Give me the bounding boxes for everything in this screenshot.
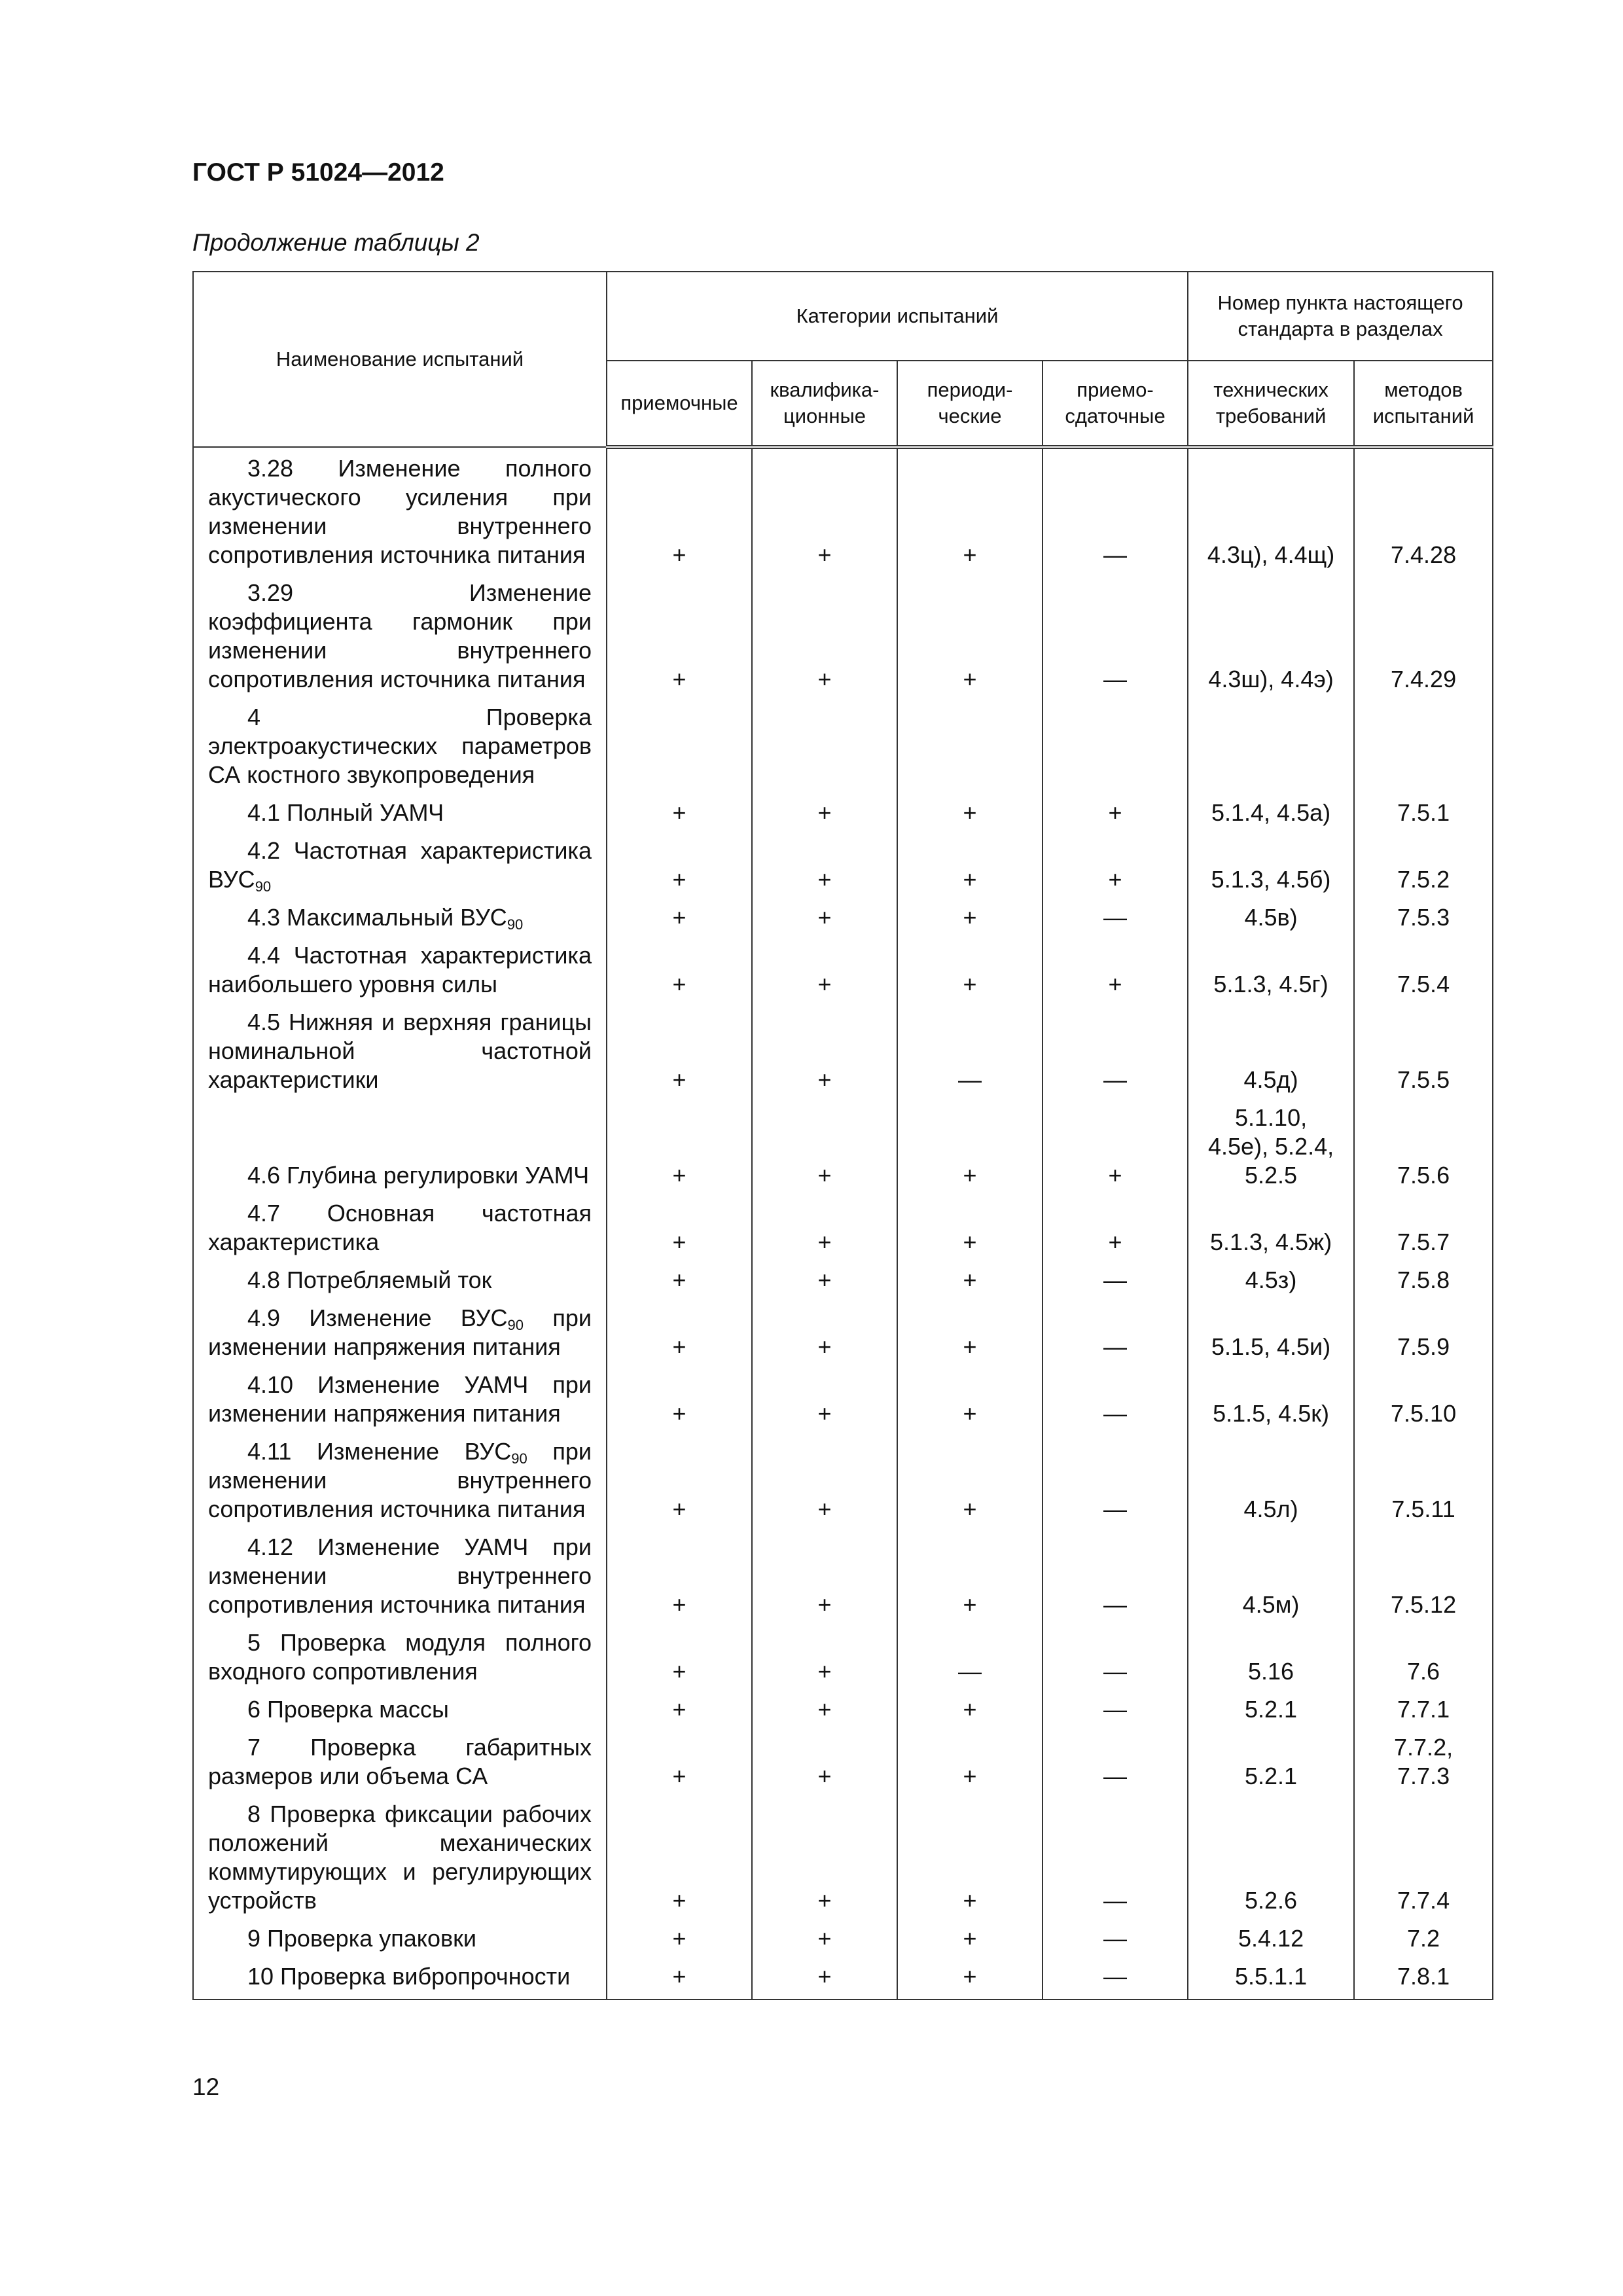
header-test-methods: методов испытаний bbox=[1354, 361, 1493, 447]
test-name: 10 Проверка вибропрочности bbox=[247, 1963, 571, 1990]
delivery-cell: + bbox=[1043, 1097, 1188, 1193]
acceptance-cell: + bbox=[607, 1793, 752, 1918]
qualification-cell bbox=[752, 696, 897, 792]
delivery-cell: — bbox=[1043, 1001, 1188, 1097]
qualification-cell: + bbox=[752, 1297, 897, 1364]
subscript: 90 bbox=[511, 1450, 527, 1467]
delivery-cell bbox=[1043, 696, 1188, 792]
delivery-cell: — bbox=[1043, 1622, 1188, 1689]
test-name: 4.8 Потребляемый ток bbox=[247, 1266, 492, 1293]
qualification-cell: + bbox=[752, 1364, 897, 1431]
periodic-cell bbox=[897, 696, 1043, 792]
table-row bbox=[193, 447, 1493, 572]
acceptance-cell: + bbox=[607, 1956, 752, 2000]
test-name-cell bbox=[193, 1622, 607, 1689]
qualification-cell: + bbox=[752, 1431, 897, 1526]
tech-requirement-cell: 4.5д) bbox=[1188, 1001, 1354, 1097]
qualification-cell: + bbox=[752, 830, 897, 897]
table-row bbox=[193, 1097, 1493, 1193]
delivery-cell: — bbox=[1043, 447, 1188, 572]
table-row bbox=[193, 935, 1493, 1001]
periodic-cell: + bbox=[897, 572, 1043, 696]
acceptance-cell: + bbox=[607, 1526, 752, 1622]
header-qualification: квалифика-ционные bbox=[752, 361, 897, 447]
periodic-cell: + bbox=[897, 1297, 1043, 1364]
test-name: 4.2 Частотная характеристика ВУС bbox=[208, 837, 592, 893]
header-delivery: приемо-сдаточные bbox=[1043, 361, 1188, 447]
table-row bbox=[193, 1727, 1493, 1793]
table-row bbox=[193, 1193, 1493, 1259]
periodic-cell: + bbox=[897, 1259, 1043, 1297]
test-name-cell bbox=[193, 1259, 607, 1297]
test-name-cell bbox=[193, 447, 607, 572]
periodic-cell: + bbox=[897, 935, 1043, 1001]
acceptance-cell: + bbox=[607, 830, 752, 897]
acceptance-cell: + bbox=[607, 935, 752, 1001]
test-method-cell: 7.5.3 bbox=[1354, 897, 1493, 935]
subscript: 90 bbox=[507, 916, 524, 933]
qualification-cell: + bbox=[752, 1689, 897, 1727]
delivery-cell: — bbox=[1043, 1918, 1188, 1956]
page-number: 12 bbox=[192, 2073, 220, 2100]
table-row bbox=[193, 1526, 1493, 1622]
test-name-tail: при изменении внутреннего сопротивления источника питания bbox=[208, 1438, 592, 1522]
acceptance-cell: + bbox=[607, 897, 752, 935]
test-method-cell: 7.5.5 bbox=[1354, 1001, 1493, 1097]
periodic-cell: + bbox=[897, 1526, 1043, 1622]
acceptance-cell: + bbox=[607, 1918, 752, 1956]
test-method-cell: 7.4.28 bbox=[1354, 447, 1493, 572]
delivery-cell: — bbox=[1043, 1526, 1188, 1622]
table-row bbox=[193, 1956, 1493, 2000]
tests-table bbox=[192, 271, 1493, 2000]
test-method-cell: 7.6 bbox=[1354, 1622, 1493, 1689]
table-row bbox=[193, 696, 1493, 792]
periodic-cell: + bbox=[897, 1364, 1043, 1431]
tech-requirement-cell: 4.5м) bbox=[1188, 1526, 1354, 1622]
delivery-cell: — bbox=[1043, 1956, 1188, 2000]
tech-requirement-cell: 5.1.4, 4.5а) bbox=[1188, 792, 1354, 830]
test-method-cell bbox=[1354, 696, 1493, 792]
test-method-cell: 7.5.2 bbox=[1354, 830, 1493, 897]
acceptance-cell: + bbox=[607, 1193, 752, 1259]
table-row bbox=[193, 1001, 1493, 1097]
test-method-cell: 7.5.12 bbox=[1354, 1526, 1493, 1622]
test-method-cell: 7.5.6 bbox=[1354, 1097, 1493, 1193]
delivery-cell: — bbox=[1043, 897, 1188, 935]
acceptance-cell: + bbox=[607, 1622, 752, 1689]
delivery-cell: + bbox=[1043, 830, 1188, 897]
periodic-cell: + bbox=[897, 447, 1043, 572]
periodic-cell: + bbox=[897, 1727, 1043, 1793]
qualification-cell: + bbox=[752, 1097, 897, 1193]
acceptance-cell: + bbox=[607, 1097, 752, 1193]
table-row bbox=[193, 572, 1493, 696]
document-title: ГОСТ Р 51024—2012 bbox=[192, 158, 444, 187]
qualification-cell: + bbox=[752, 1793, 897, 1918]
table-caption: Продолжение таблицы 2 bbox=[192, 229, 480, 256]
test-name-cell bbox=[193, 897, 607, 935]
tech-requirement-cell: 5.2.1 bbox=[1188, 1689, 1354, 1727]
test-name: 4.10 Изменение УАМЧ при изменении напряжения питания bbox=[208, 1371, 592, 1427]
delivery-cell: — bbox=[1043, 1431, 1188, 1526]
tech-requirement-cell: 4.5л) bbox=[1188, 1431, 1354, 1526]
test-method-cell: 7.5.1 bbox=[1354, 792, 1493, 830]
test-name: 4.11 Изменение ВУС bbox=[247, 1438, 512, 1465]
header-periodic: периоди-ческие bbox=[897, 361, 1043, 447]
qualification-cell: + bbox=[752, 1622, 897, 1689]
tech-requirement-cell: 5.16 bbox=[1188, 1622, 1354, 1689]
qualification-cell: + bbox=[752, 1001, 897, 1097]
test-name-cell bbox=[193, 1297, 607, 1364]
periodic-cell: — bbox=[897, 1622, 1043, 1689]
table-row bbox=[193, 1431, 1493, 1526]
table-row bbox=[193, 1689, 1493, 1727]
test-name-cell bbox=[193, 1097, 607, 1193]
qualification-cell: + bbox=[752, 1918, 897, 1956]
acceptance-cell bbox=[607, 696, 752, 792]
test-method-cell: 7.5.4 bbox=[1354, 935, 1493, 1001]
table-row bbox=[193, 897, 1493, 935]
test-name-cell bbox=[193, 792, 607, 830]
test-name-cell bbox=[193, 935, 607, 1001]
test-name: 4.12 Изменение УАМЧ при изменении внутреннего сопротивления источника питания bbox=[208, 1534, 592, 1618]
tech-requirement-cell: 5.2.1 bbox=[1188, 1727, 1354, 1793]
test-name: 3.29 Изменение коэффициента гармоник при изменении внутреннего сопротивления источника питания bbox=[208, 579, 592, 692]
tech-requirement-cell: 5.2.6 bbox=[1188, 1793, 1354, 1918]
delivery-cell: — bbox=[1043, 1689, 1188, 1727]
tech-requirement-cell: 4.3ш), 4.4э) bbox=[1188, 572, 1354, 696]
test-name-cell bbox=[193, 572, 607, 696]
delivery-cell: + bbox=[1043, 1193, 1188, 1259]
delivery-cell: — bbox=[1043, 1364, 1188, 1431]
test-name-cell bbox=[193, 1431, 607, 1526]
periodic-cell: + bbox=[897, 1431, 1043, 1526]
test-name-cell bbox=[193, 1193, 607, 1259]
test-name-cell bbox=[193, 1364, 607, 1431]
test-method-cell: 7.2 bbox=[1354, 1918, 1493, 1956]
test-name-cell bbox=[193, 1793, 607, 1918]
qualification-cell: + bbox=[752, 572, 897, 696]
table-row bbox=[193, 1364, 1493, 1431]
test-method-cell: 7.5.10 bbox=[1354, 1364, 1493, 1431]
delivery-cell: + bbox=[1043, 935, 1188, 1001]
header-test-categories: Категории испытаний bbox=[607, 272, 1188, 361]
subscript: 90 bbox=[255, 878, 272, 895]
test-name-tail: при изменении напряжения питания bbox=[208, 1304, 592, 1360]
test-name: 4.4 Частотная характеристика наибольшего уровня силы bbox=[208, 942, 592, 997]
periodic-cell: + bbox=[897, 1918, 1043, 1956]
qualification-cell: + bbox=[752, 1956, 897, 2000]
tech-requirement-cell: 5.1.3, 4.5б) bbox=[1188, 830, 1354, 897]
header-clause-number: Номер пункта настоящего стандарта в разделах bbox=[1188, 272, 1493, 361]
table-body bbox=[193, 447, 1493, 2000]
test-name-cell bbox=[193, 1918, 607, 1956]
acceptance-cell: + bbox=[607, 447, 752, 572]
test-method-cell: 7.5.8 bbox=[1354, 1259, 1493, 1297]
test-name: 4 Проверка электроакустических параметров СА костного звукопроведения bbox=[208, 704, 592, 788]
test-method-cell: 7.5.9 bbox=[1354, 1297, 1493, 1364]
acceptance-cell: + bbox=[607, 1259, 752, 1297]
test-method-cell: 7.8.1 bbox=[1354, 1956, 1493, 2000]
acceptance-cell: + bbox=[607, 792, 752, 830]
delivery-cell: — bbox=[1043, 572, 1188, 696]
test-name-cell bbox=[193, 1526, 607, 1622]
tech-requirement-cell: 5.1.5, 4.5и) bbox=[1188, 1297, 1354, 1364]
qualification-cell: + bbox=[752, 897, 897, 935]
delivery-cell: — bbox=[1043, 1259, 1188, 1297]
periodic-cell: + bbox=[897, 897, 1043, 935]
test-name-cell bbox=[193, 1689, 607, 1727]
test-name-cell bbox=[193, 696, 607, 792]
header-acceptance: приемочные bbox=[607, 361, 752, 447]
periodic-cell: + bbox=[897, 1689, 1043, 1727]
delivery-cell: — bbox=[1043, 1727, 1188, 1793]
test-name: 6 Проверка массы bbox=[247, 1696, 449, 1723]
table-row bbox=[193, 1918, 1493, 1956]
test-name: 3.28 Изменение полного акустического усиления при изменении внутреннего сопротивления источника питания bbox=[208, 455, 592, 568]
periodic-cell: + bbox=[897, 792, 1043, 830]
acceptance-cell: + bbox=[607, 572, 752, 696]
table-row bbox=[193, 1297, 1493, 1364]
test-name: 4.6 Глубина регулировки УАМЧ bbox=[247, 1162, 590, 1189]
test-method-cell: 7.7.2, 7.7.3 bbox=[1354, 1727, 1493, 1793]
table-row bbox=[193, 1793, 1493, 1918]
test-method-cell: 7.5.11 bbox=[1354, 1431, 1493, 1526]
tech-requirement-cell: 5.1.3, 4.5ж) bbox=[1188, 1193, 1354, 1259]
acceptance-cell: + bbox=[607, 1689, 752, 1727]
test-name: 4.1 Полный УАМЧ bbox=[247, 799, 444, 826]
periodic-cell: + bbox=[897, 1956, 1043, 2000]
test-method-cell: 7.7.4 bbox=[1354, 1793, 1493, 1918]
test-method-cell: 7.4.29 bbox=[1354, 572, 1493, 696]
tech-requirement-cell: 5.5.1.1 bbox=[1188, 1956, 1354, 2000]
tech-requirement-cell: 4.3ц), 4.4щ) bbox=[1188, 447, 1354, 572]
test-name-cell bbox=[193, 830, 607, 897]
qualification-cell: + bbox=[752, 1526, 897, 1622]
test-name: 4.3 Максимальный ВУС bbox=[247, 904, 507, 931]
test-name: 8 Проверка фиксации рабочих положений механических коммутирующих и регулирующих устройств bbox=[208, 1801, 592, 1914]
test-name: 4.7 Основная частотная характеристика bbox=[208, 1200, 592, 1255]
table-row bbox=[193, 1259, 1493, 1297]
periodic-cell: + bbox=[897, 1193, 1043, 1259]
test-name: 5 Проверка модуля полного входного сопротивления bbox=[208, 1629, 592, 1685]
tech-requirement-cell: 4.5в) bbox=[1188, 897, 1354, 935]
qualification-cell: + bbox=[752, 1727, 897, 1793]
test-name: 4.9 Изменение ВУС bbox=[247, 1304, 508, 1331]
delivery-cell: — bbox=[1043, 1793, 1188, 1918]
tech-requirement-cell: 5.1.10, 4.5е), 5.2.4, 5.2.5 bbox=[1188, 1097, 1354, 1193]
test-method-cell: 7.7.1 bbox=[1354, 1689, 1493, 1727]
header-tech-requirements: технических требований bbox=[1188, 361, 1354, 447]
tech-requirement-cell: 5.4.12 bbox=[1188, 1918, 1354, 1956]
test-name-cell bbox=[193, 1956, 607, 2000]
table-row bbox=[193, 792, 1493, 830]
periodic-cell: + bbox=[897, 1793, 1043, 1918]
acceptance-cell: + bbox=[607, 1727, 752, 1793]
qualification-cell: + bbox=[752, 935, 897, 1001]
test-name: 9 Проверка упаковки bbox=[247, 1925, 476, 1952]
acceptance-cell: + bbox=[607, 1431, 752, 1526]
test-name: 7 Проверка габаритных размеров или объема СА bbox=[208, 1734, 592, 1789]
test-name: 4.5 Нижняя и верхняя границы номинальной частотной характеристики bbox=[208, 1009, 592, 1093]
test-method-cell: 7.5.7 bbox=[1354, 1193, 1493, 1259]
acceptance-cell: + bbox=[607, 1001, 752, 1097]
test-name-cell bbox=[193, 1001, 607, 1097]
header-test-name: Наименование испытаний bbox=[193, 272, 607, 447]
periodic-cell: + bbox=[897, 830, 1043, 897]
delivery-cell: + bbox=[1043, 792, 1188, 830]
subscript: 90 bbox=[507, 1317, 524, 1333]
qualification-cell: + bbox=[752, 1193, 897, 1259]
acceptance-cell: + bbox=[607, 1297, 752, 1364]
acceptance-cell: + bbox=[607, 1364, 752, 1431]
test-name-cell bbox=[193, 1727, 607, 1793]
qualification-cell: + bbox=[752, 1259, 897, 1297]
tech-requirement-cell: 5.1.3, 4.5г) bbox=[1188, 935, 1354, 1001]
tech-requirement-cell: 5.1.5, 4.5к) bbox=[1188, 1364, 1354, 1431]
periodic-cell: + bbox=[897, 1097, 1043, 1193]
qualification-cell: + bbox=[752, 447, 897, 572]
delivery-cell: — bbox=[1043, 1297, 1188, 1364]
tech-requirement-cell bbox=[1188, 696, 1354, 792]
table-row bbox=[193, 1622, 1493, 1689]
periodic-cell: — bbox=[897, 1001, 1043, 1097]
tech-requirement-cell: 4.5з) bbox=[1188, 1259, 1354, 1297]
qualification-cell: + bbox=[752, 792, 897, 830]
table-row bbox=[193, 830, 1493, 897]
